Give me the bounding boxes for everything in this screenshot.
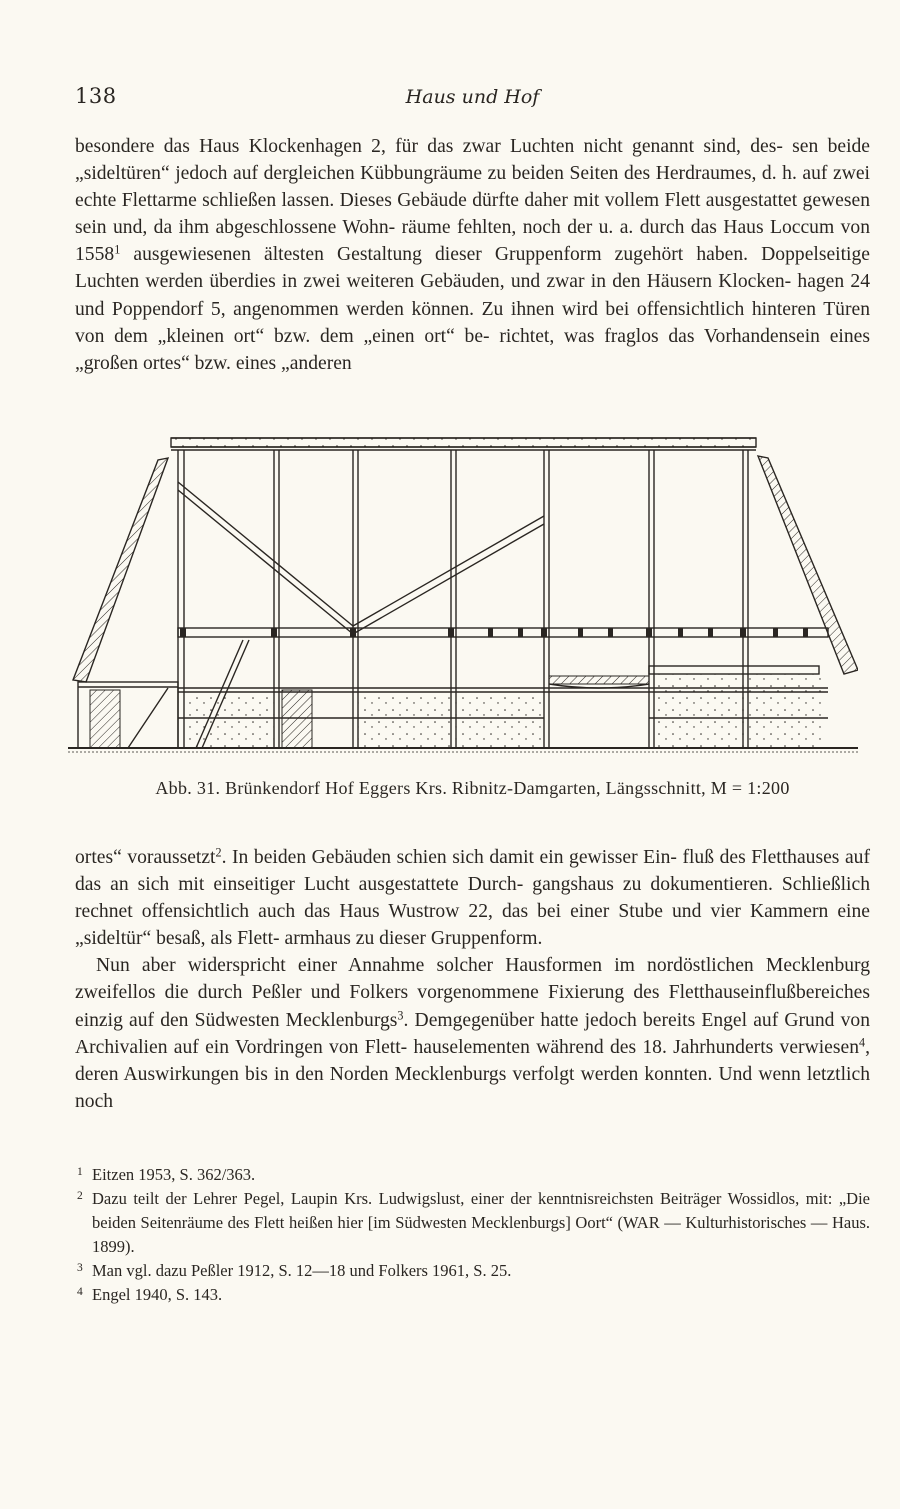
footnote-ref-1[interactable]: 1 bbox=[114, 242, 121, 257]
footnote-text: Dazu teilt der Lehrer Pegel, Laupin Krs. Ludwigslust, einer der kenntnisreichsten Beiträger Wossidlos, mit: „Die beiden Seitenräume des Flett heißen hier [im Südwesten Mecklenburgs] Oort“ (WAR — Kulturhistorisches — Haus. 1899). bbox=[92, 1189, 870, 1256]
running-title: Haus und Hof bbox=[405, 86, 540, 108]
paragraph-1 bbox=[75, 133, 870, 377]
footnote-mark: 1 bbox=[77, 1166, 83, 1178]
house-section-drawing bbox=[68, 430, 858, 765]
footnote-mark: 2 bbox=[77, 1190, 83, 1202]
footnote-text: Man vgl. dazu Peßler 1912, S. 12—18 und Folkers 1961, S. 25. bbox=[92, 1261, 512, 1280]
footnote bbox=[75, 1283, 870, 1307]
footnote-mark: 3 bbox=[77, 1262, 83, 1274]
footnote-ref-3[interactable]: 3 bbox=[397, 1007, 404, 1022]
footnote-ref-4[interactable]: 4 bbox=[859, 1034, 866, 1049]
footnote bbox=[75, 1163, 870, 1187]
figure-longitudinal-section bbox=[68, 430, 858, 765]
footnote-ref-2[interactable]: 2 bbox=[215, 845, 222, 860]
footnote bbox=[75, 1259, 870, 1283]
text-line: besondere das Haus Klockenhagen 2, für das zwar Luchten nicht genannt sind, des- sen beide „sideltüren“ jedoch auf dergleichen Kübbungräume zu beiden Seiten des Herdraumes, d. h. auf zwei echte Flettarme schließen lassen. Dieses Gebäude dürfte daher mit vollem Flett ausgestattet gewesen sein und, da ihm abgeschlossene Wohn- räume fehlten, noch der u. a. durch das Haus Loccum von 1558$^1$ ausgewiesenen ältesten Gestaltung dieser Gruppenform zugehört haben. Doppelseitige Luchten werden überdies in zwei weiteren Gebäuden, und zwar in den Häusern Klocken- hagen 24 und Poppendorf 5, angenommen werden können. Zu ihnen wird bei offensichtlich hinteren Türen von dem „kleinen ort“ bzw. dem „einen ort“ be- richtet, was fraglos das Vorhandensein eines „großen ortes“ bzw. eines „anderen bbox=[75, 136, 871, 374]
footnotes bbox=[75, 1163, 870, 1307]
page-header bbox=[75, 84, 870, 114]
footnote-text: Eitzen 1953, S. 362/363. bbox=[92, 1165, 256, 1184]
figure-caption: Abb. 31. Brünkendorf Hof Eggers Krs. Ribnitz-Damgarten, Längsschnitt, M = 1:200 bbox=[155, 778, 790, 798]
footnote-text: Engel 1940, S. 143. bbox=[92, 1285, 223, 1304]
footnote-mark: 4 bbox=[77, 1286, 83, 1298]
page-number: 138 bbox=[75, 84, 117, 108]
paragraph-continued bbox=[75, 844, 870, 1115]
text-line: ortes“ voraussetzt$^2$. In beiden Gebäuden schien sich damit ein gewisser Ein- fluß des Fletthauses auf das an sich mit einseitiger Lucht ausgestattete Durch- gangshaus zu dokumentieren. Schließlich rechnet offensichtlich auch das Haus Wustrow 22, das bei einer Stube und vier Kammern eine „sideltür“ besaß, als Flett- armhaus zu dieser Gruppenform. bbox=[75, 845, 870, 950]
paragraph-2: Nun aber widerspricht einer Annahme solcher Hausformen im nordöstlichen Mecklenburg zweifellos die durch Peßler und Folkers vorgenommene Fixierung des Fletthauseinflußbereiches einzig auf den Südwesten Mecklenburgs$^3$. Demgegenüber hatte jedoch bereits Engel auf Grund von Archivalien auf ein Vordringen von Flett- hauselementen während des 18. Jahrhunderts verwiesen$^4$, deren Auswirkungen bis in den Norden Mecklenburgs verfolgt werden konnten. Und wenn letztlich noch bbox=[75, 955, 871, 1112]
footnote bbox=[75, 1187, 870, 1259]
